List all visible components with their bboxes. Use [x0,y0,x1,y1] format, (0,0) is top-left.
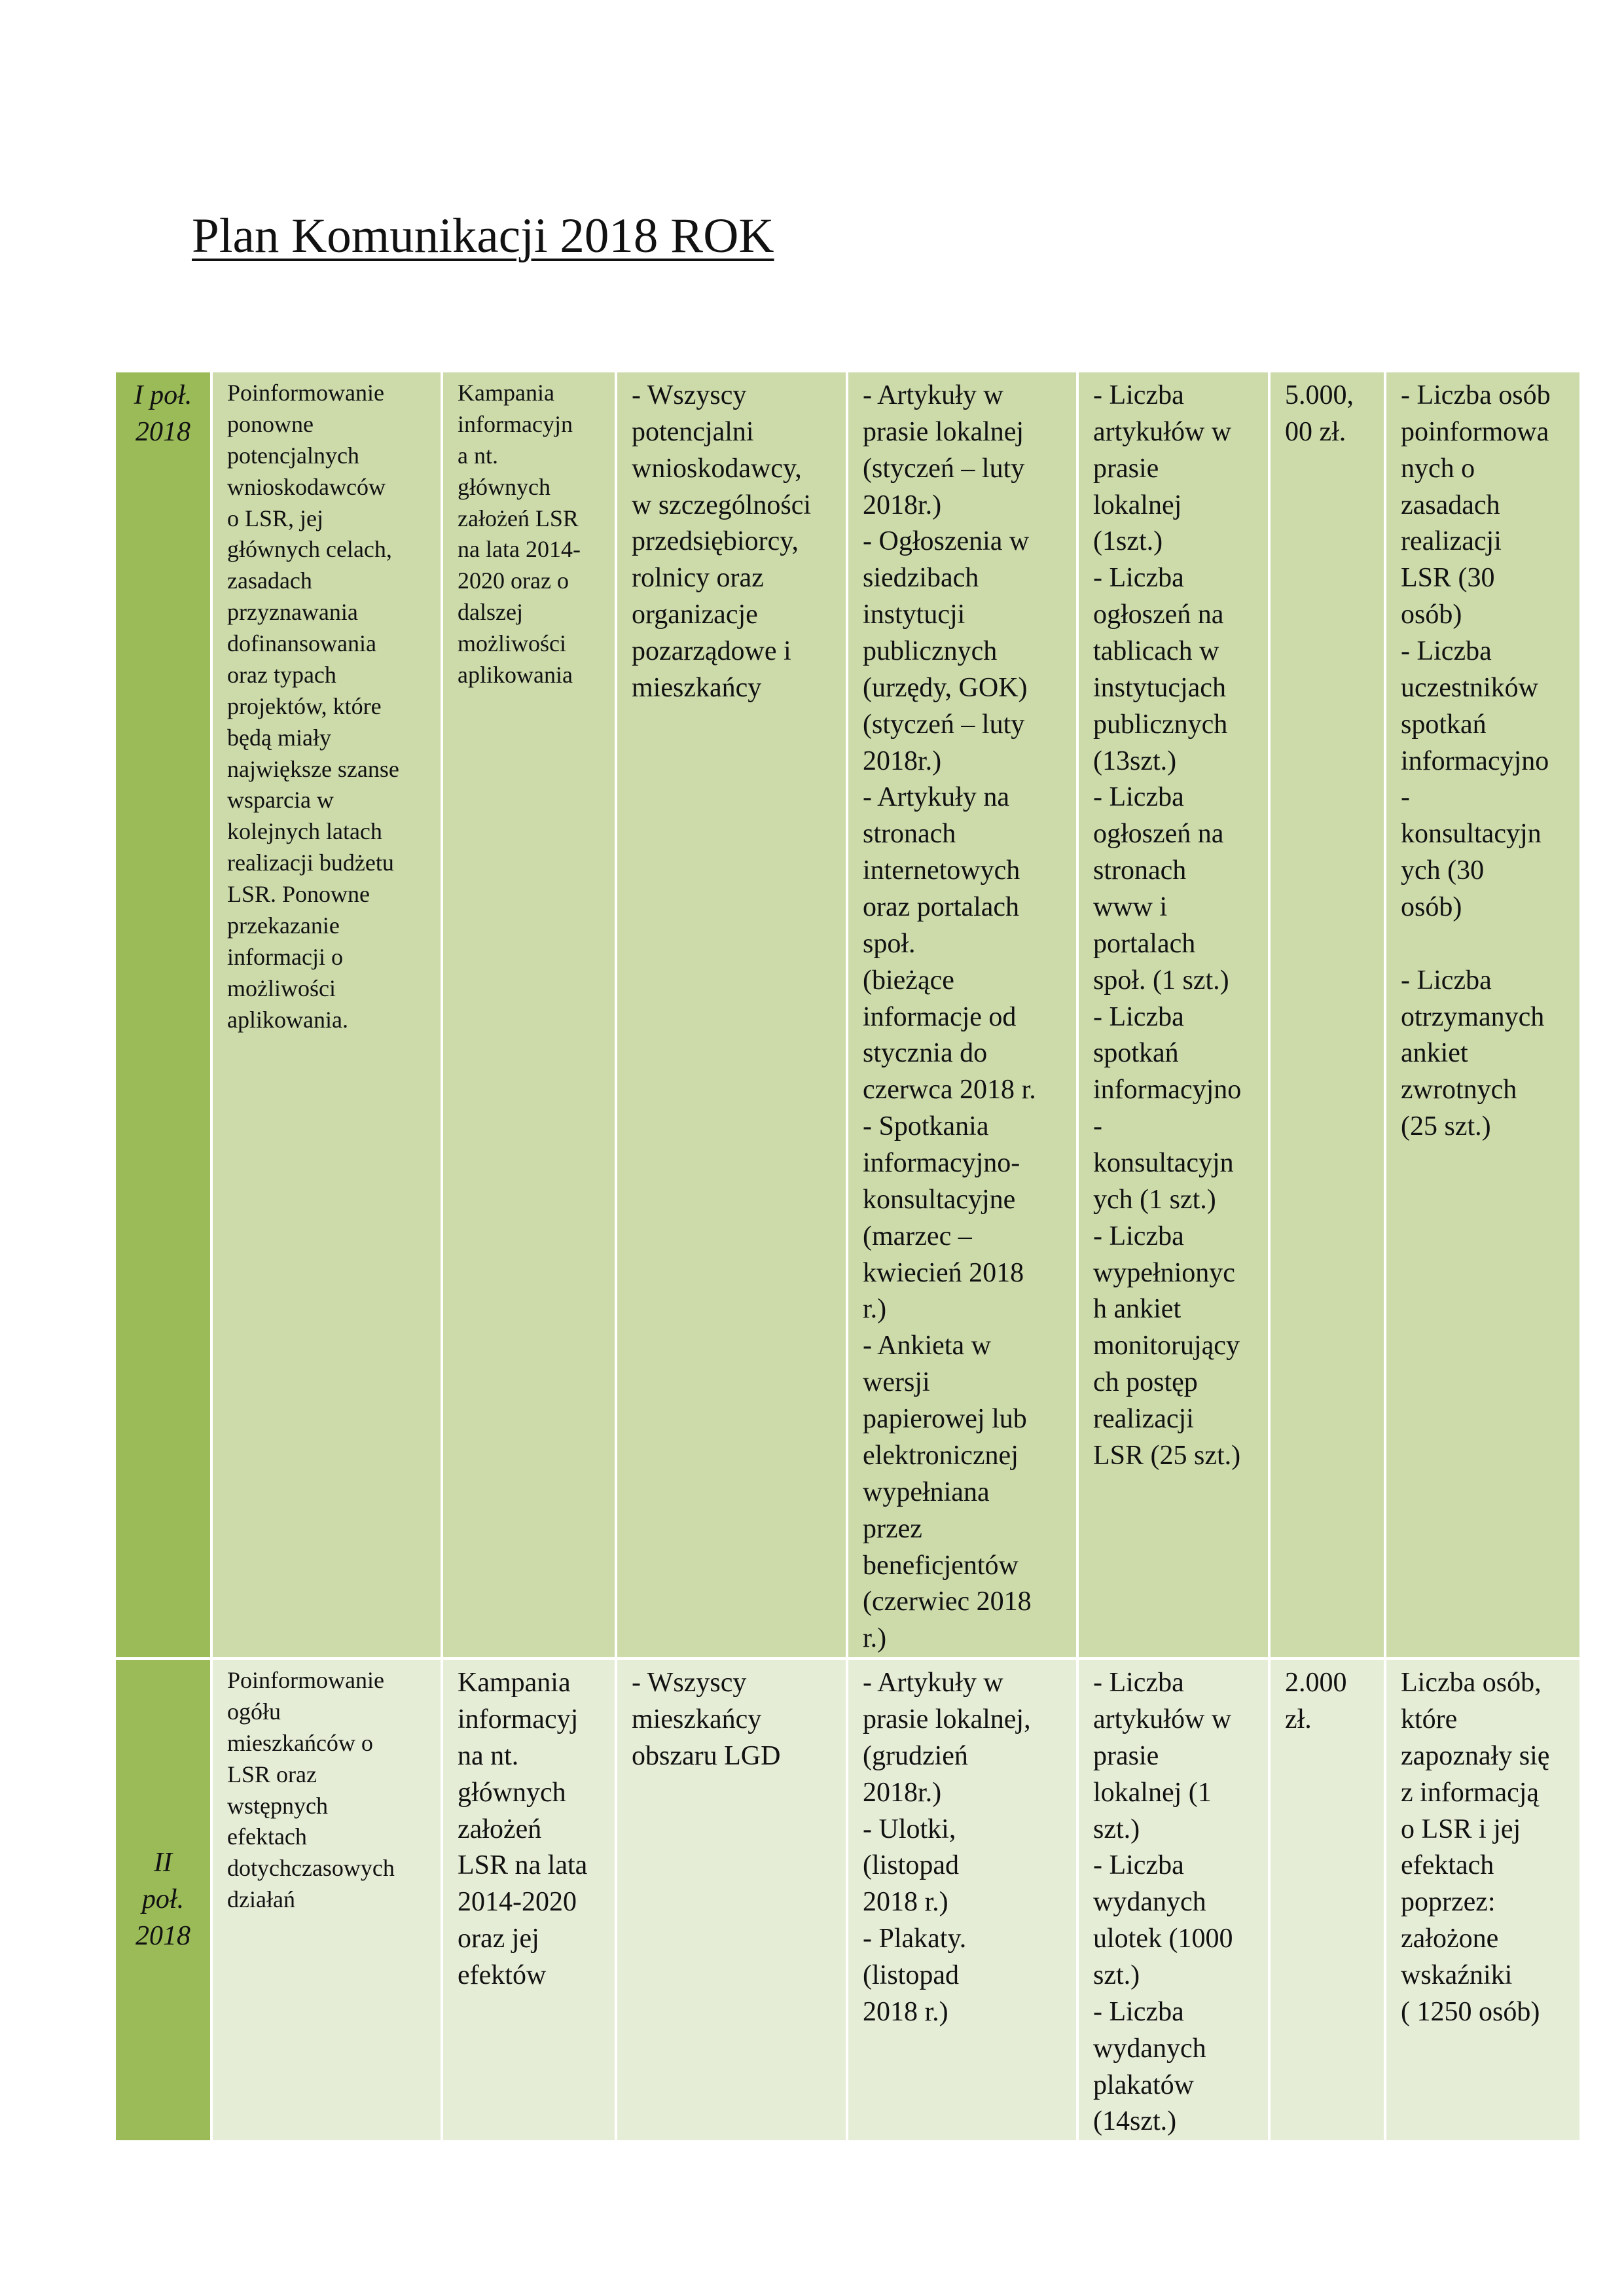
goal-text: Poinformowanie ponowne potencjalnych wnioskodawców o LSR, jej głównych celach, zasadach przyznawania dofinansowania oraz typach projektów, które będą miały największe szanse wsparcia w kolejnych latach realizacji budżetu LSR. Ponowne przekazanie informacji o możliwości aplikowania. [227,380,399,1033]
indicators-text: - Liczba artykułów w prasie lokalnej (1 szt.) - Liczba wydanych ulotek (1000 szt.) - Liczba wydanych plakatów (14szt.) [1093,1668,1233,2137]
recipients-text: - Wszyscy potencjalni wnioskodawcy, w szczególności przedsiębiorcy, rolnicy oraz organizacje pozarządowe i mieszkańcy [632,380,812,703]
budget-cell [1271,1660,1386,2143]
means-text: - Artykuły w prasie lokalnej, (grudzień 2018r.) - Ulotki, (listopad 2018 r.) - Plakaty. (listopad 2018 r.) [863,1668,1031,2027]
table-row [116,1660,1579,2143]
table-row [116,372,1579,1660]
means-cell [848,1660,1079,2143]
period-cell [116,372,213,1660]
results-cell [1386,1660,1579,2143]
period-label: II poł. 2018 [135,1848,190,1952]
budget-text: 2.000 zł. [1285,1668,1347,1734]
results-cell [1386,372,1579,1660]
budget-text: 5.000, 00 zł. [1285,380,1354,447]
campaign-text: Kampania informacyj na nt. głównych założeń LSR na lata 2014-2020 oraz jej efektów [458,1668,588,1990]
means-text: - Artykuły w prasie lokalnej (styczeń – luty 2018r.) - Ogłoszenia w siedzibach instytucji publicznych (urzędy, GOK) (styczeń – luty 2018r.) - Artykuły na stronach internetowych oraz portalach społ. (bieżące informacje od stycznia do czerwca 2018 r. - Spotkania informacyjno- konsultacyjne (marzec – kwiecień 2018 r.) - Ankieta w wersji papierowej lub elektronicznej wypełniana przez beneficjentów (czerwiec 2018 r.) [863,380,1036,1654]
indicators-cell [1079,372,1271,1660]
indicators-cell [1079,1660,1271,2143]
campaign-cell [443,372,617,1660]
means-cell [848,372,1079,1660]
communication-plan-table [116,372,1579,2143]
goal-cell [213,372,443,1660]
campaign-cell [443,1660,617,2143]
recipients-cell [617,1660,848,2143]
period-label: I poł. 2018 [134,380,192,447]
recipients-text: - Wszyscy mieszkańcy obszaru LGD [632,1668,781,1771]
campaign-text: Kampania informacyjn a nt. głównych założeń LSR na lata 2014- 2020 oraz o dalszej możliwości aplikowania [458,380,581,688]
goal-cell [213,1660,443,2143]
budget-cell [1271,372,1386,1660]
period-cell [116,1660,213,2143]
recipients-cell [617,372,848,1660]
results-text: - Liczba osób poinformowa nych o zasadach realizacji LSR (30 osób) - Liczba uczestników spotkań informacyjno - konsultacyjn ych (30 osób) - Liczba otrzymanych ankiet zwrotnych (25 szt.) [1401,380,1551,1142]
indicators-text: - Liczba artykułów w prasie lokalnej (1szt.) - Liczba ogłoszeń na tablicach w instytucjach publicznych (13szt.) - Liczba ogłoszeń na stronach www i portalach społ. (1 szt.) - Liczba spotkań informacyjno - konsultacyjn ych (1 szt.) - Liczba wypełnionyc h ankiet monitorujący ch postęp realizacji LSR (25 szt.) [1093,380,1242,1471]
results-text: Liczba osób, które zapoznały się z informacją o LSR i jej efektach poprzez: założone wskaźniki ( 1250 osób) [1401,1668,1550,2027]
goal-text: Poinformowanie ogółu mieszkańców o LSR oraz wstępnych efektach dotychczasowych działań [227,1667,395,1913]
document-title: Plan Komunikacji 2018 ROK [192,209,774,263]
